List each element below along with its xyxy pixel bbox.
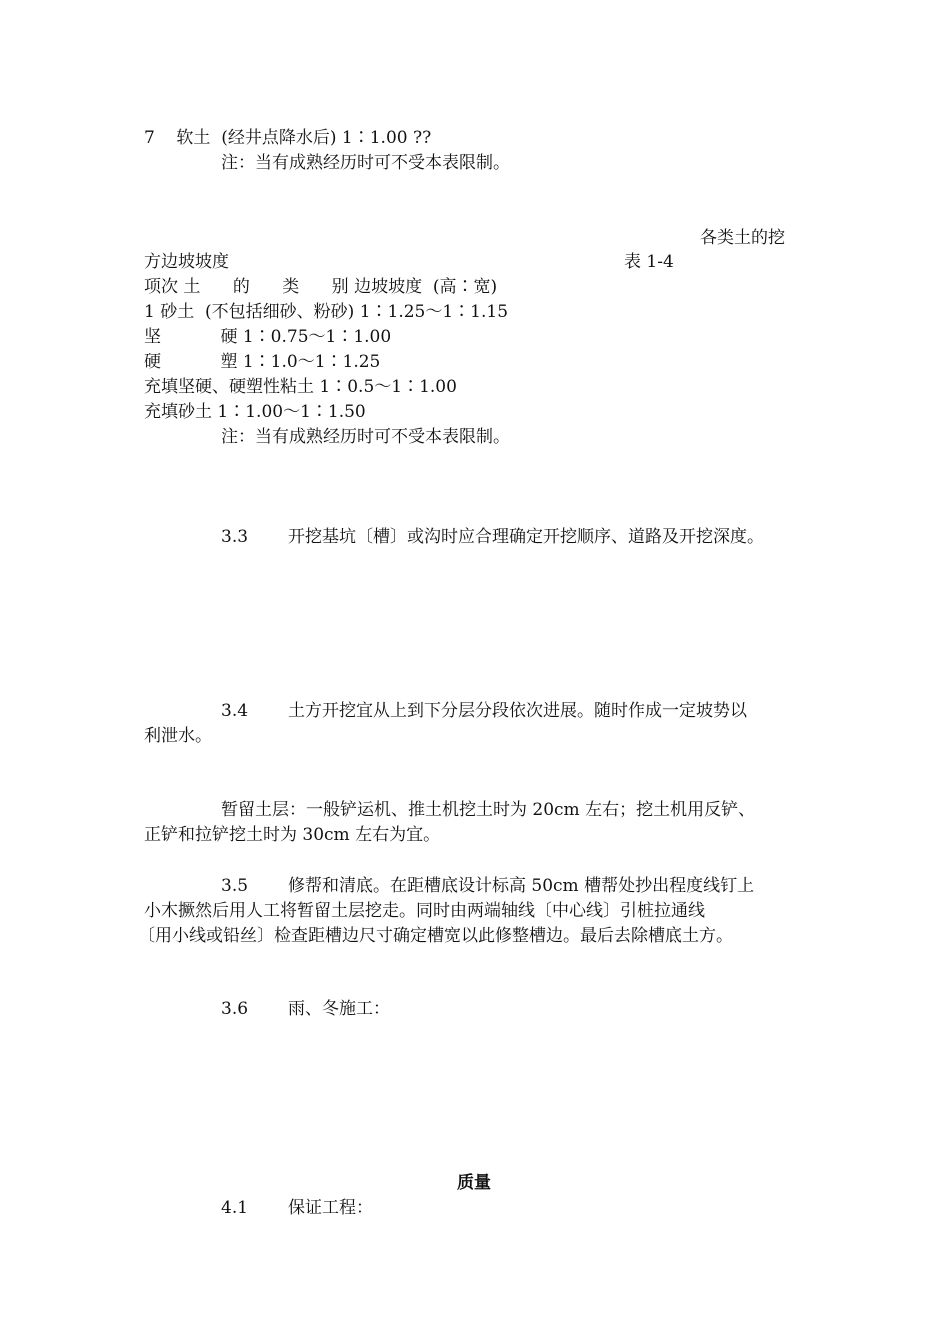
table-row: 充填砂土 1∶1.00～1∶1.50	[144, 402, 366, 422]
table-row: 1 砂土 (不包括细砂、粉砂) 1∶1.25～1∶1.15	[144, 302, 509, 322]
section-text: 修帮和清底。在距槽底设计标高 50cm 槽帮处抄出程度线钉上	[288, 876, 755, 896]
section-text: 开挖基坑〔槽〕或沟时应合理确定开挖顺序、道路及开挖深度。	[288, 527, 764, 547]
section-number: 3.5	[221, 876, 249, 896]
section-text: 小木撅然后用人工将暂留土层挖走。同时由两端轴线〔中心线〕引桩拉通线	[144, 901, 705, 921]
section-number: 3.3	[221, 527, 249, 547]
table-row: 硬 塑 1∶1.0～1∶1.25	[144, 352, 381, 372]
table-row-7: 7 软土 (经井点降水后) 1∶1.00 ??	[144, 128, 432, 148]
section-number: 3.6	[221, 999, 249, 1019]
table-row: 坚 硬 1∶0.75～1∶1.00	[144, 327, 392, 347]
table-note: 注：当有成熟经历时可不受本表限制。	[221, 153, 510, 173]
table-title-part2: 方边坡坡度	[144, 252, 229, 272]
section-text: 〔用小线或铅丝〕检查距槽边尺寸确定槽宽以此修整槽边。最后去除槽底土方。	[138, 926, 733, 946]
table-row: 充填坚硬、硬塑性粘土 1∶0.5～1∶1.00	[144, 377, 457, 397]
table-number: 表 1-4	[624, 252, 674, 272]
section-number: 4.1	[221, 1198, 249, 1218]
section-text: 土方开挖宜从上到下分层分段依次进展。随时作成一定坡势以	[288, 701, 747, 721]
section-text: 利泄水。	[144, 726, 212, 746]
section-text: 雨、冬施工：	[288, 999, 390, 1019]
section-number: 3.4	[221, 701, 249, 721]
table-title-part1: 各类土的挖	[700, 228, 785, 248]
paragraph-text: 暂留土层：一般铲运机、推土机挖土时为 20cm 左右；挖土机用反铲、	[221, 800, 756, 820]
paragraph-text: 正铲和拉铲挖土时为 30cm 左右为宜。	[144, 825, 441, 845]
table-note: 注：当有成熟经历时可不受本表限制。	[221, 427, 510, 447]
section-heading: 质量	[457, 1173, 491, 1193]
section-text: 保证工程：	[288, 1198, 373, 1218]
table-header: 项次 土 的 类 别 边坡坡度 (高∶宽)	[144, 277, 498, 297]
